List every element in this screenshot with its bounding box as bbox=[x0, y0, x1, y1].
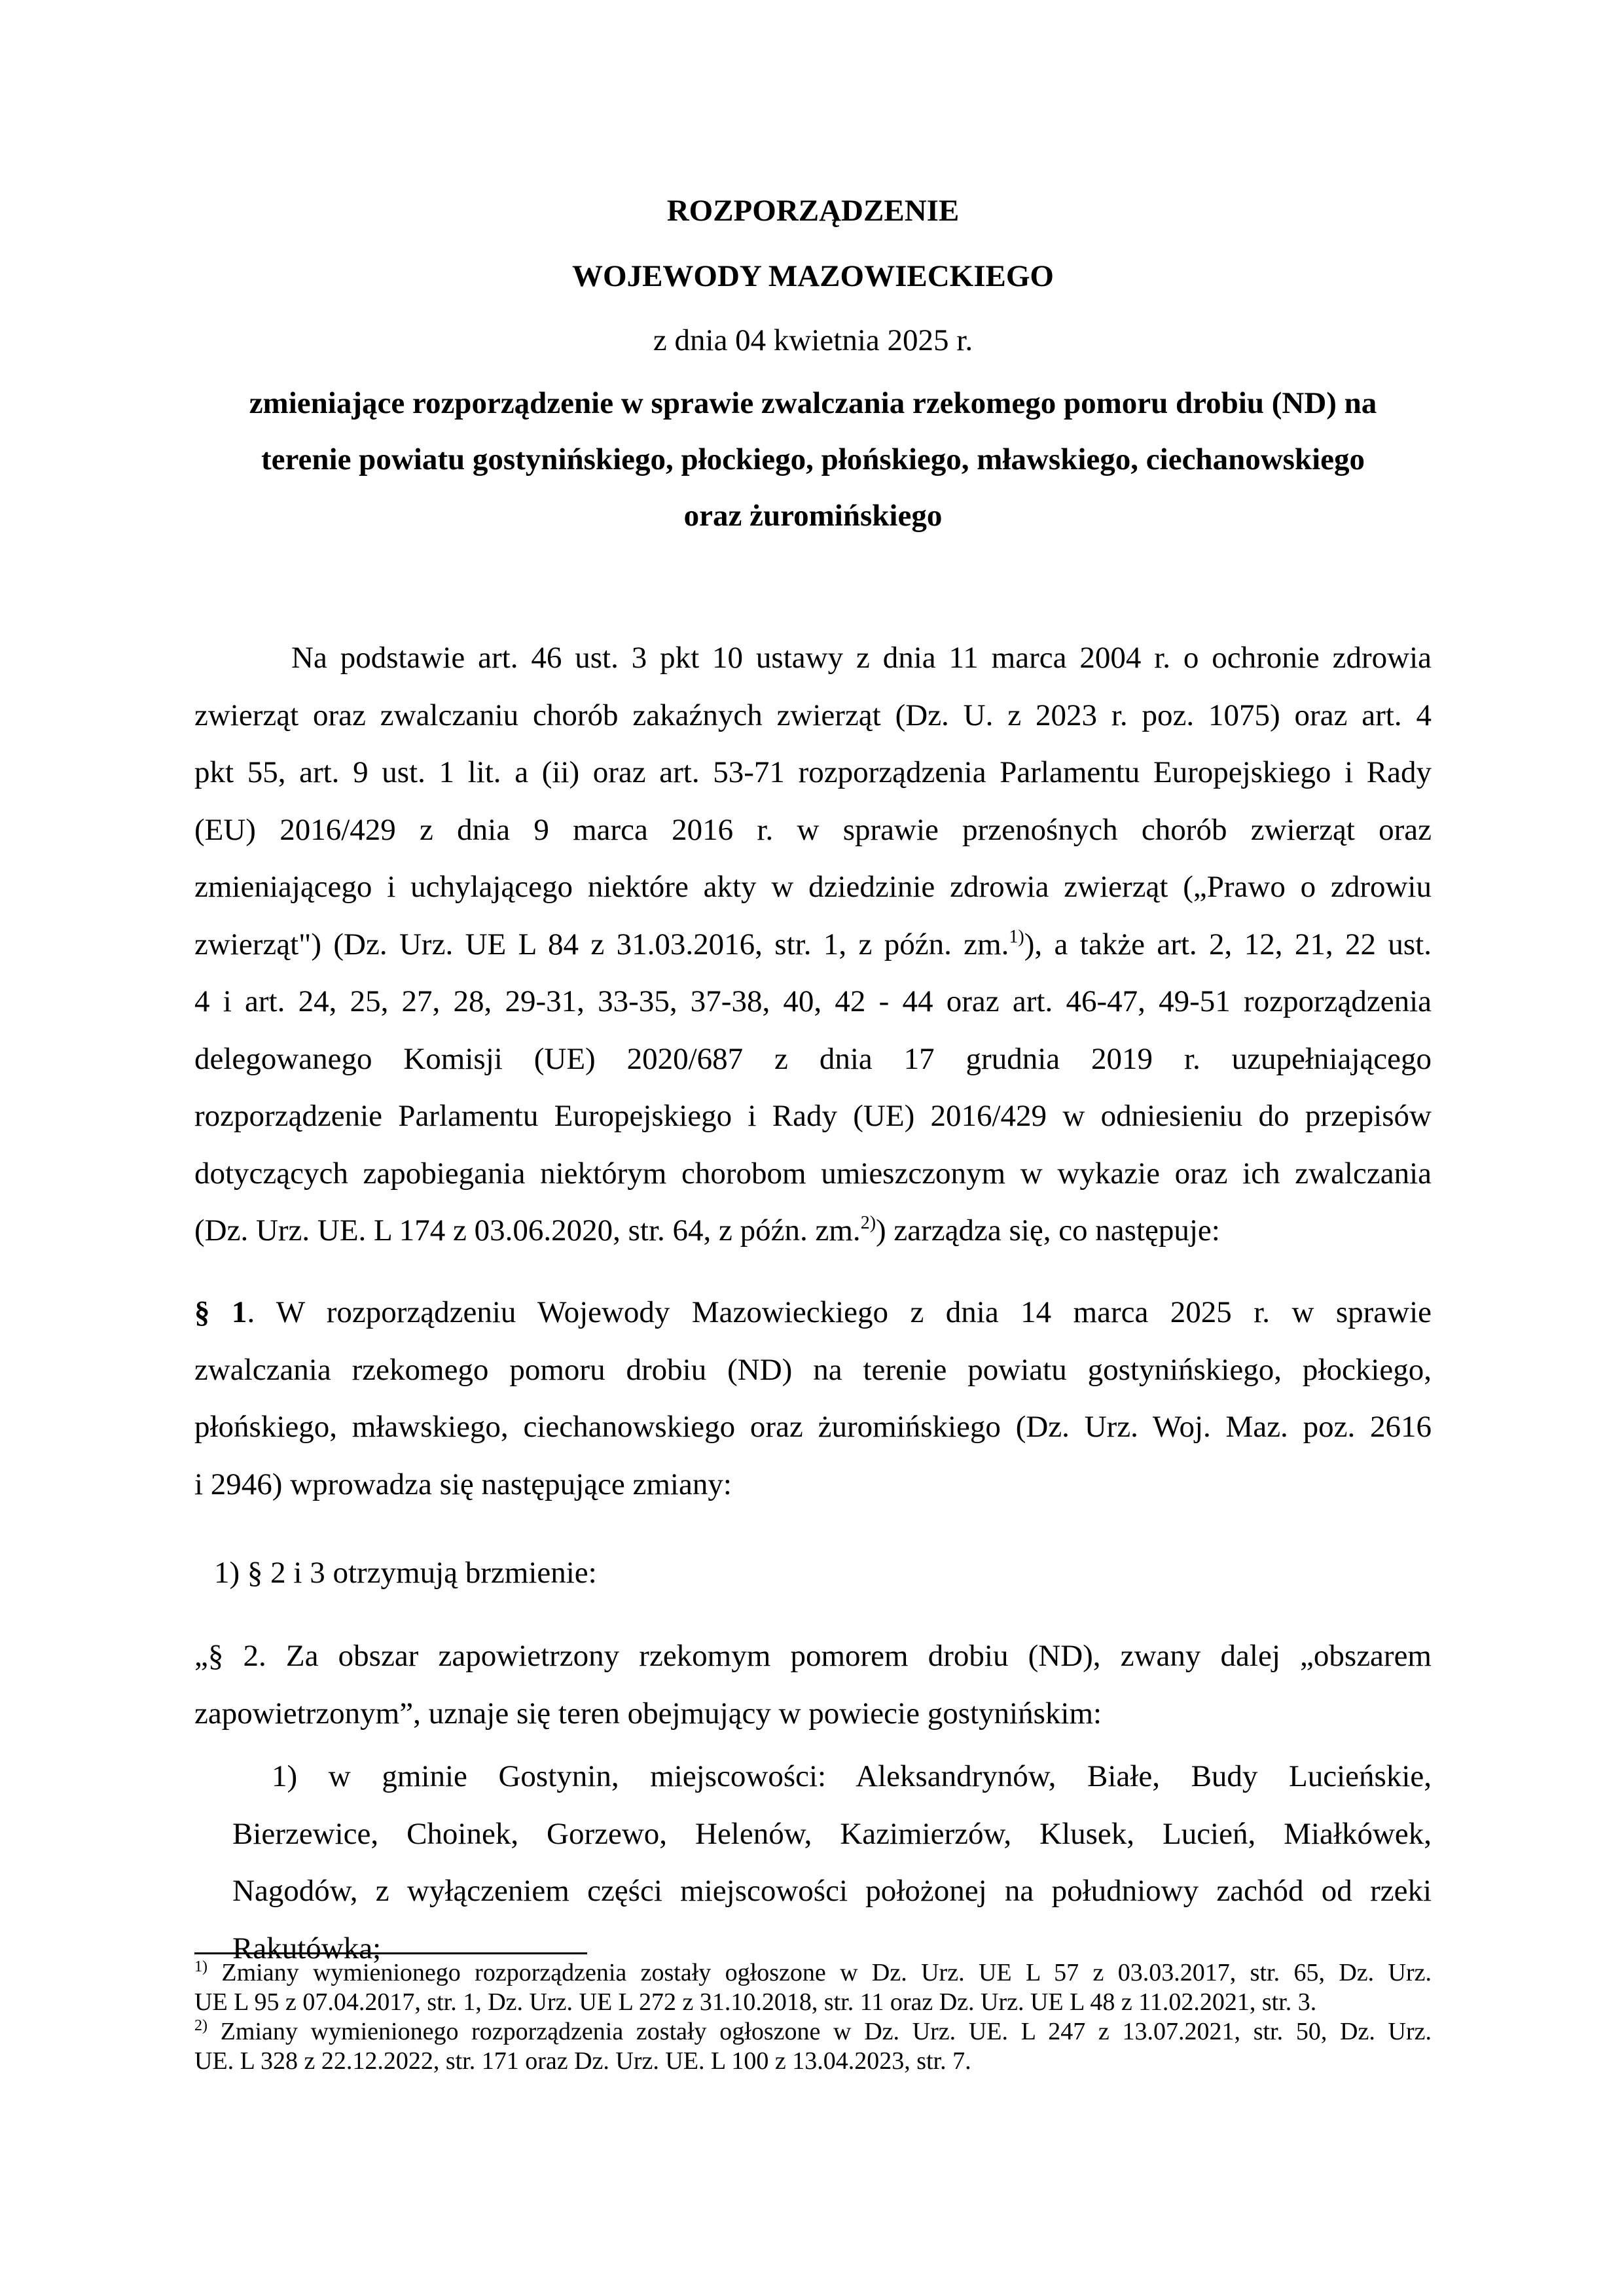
issuer-title: WOJEWODY MAZOWIECKIEGO bbox=[572, 259, 1054, 293]
footnotes bbox=[194, 1958, 1432, 2076]
item-1 bbox=[232, 1748, 1432, 1977]
footnote-ref-1: 1) bbox=[1009, 926, 1024, 947]
preamble-line: (EU) 2016/429 z dnia 9 marca 2016 r. w sprawie przenośnych chorób zwierząt oraz bbox=[194, 812, 1432, 847]
preamble-line: pkt 55, art. 9 ust. 1 lit. a (ii) oraz art. 53-71 rozporządzenia Parlamentu Europejskiego i Rady bbox=[194, 755, 1432, 789]
footnote-ref-2: 2) bbox=[860, 1213, 876, 1233]
preamble-text: zwierząt") (Dz. Urz. UE L 84 z 31.03.2016, str. 1, z późn. zm. bbox=[194, 927, 1009, 961]
preamble-line: 4 i art. 24, 25, 27, 28, 29-31, 33-35, 37-38, 40, 42 - 44 oraz art. 46-47, 49-51 rozporządzenia bbox=[194, 984, 1432, 1018]
footnote-separator bbox=[194, 1952, 587, 1954]
preamble-line bbox=[194, 916, 1432, 974]
preamble-line bbox=[194, 1202, 1432, 1260]
section-2-line: „§ 2. Za obszar zapowietrzony rzekomym pomorem drobiu (ND), zwany dalej „obszarem bbox=[194, 1639, 1432, 1673]
point-1 bbox=[214, 1545, 1451, 1602]
subject-line-2: terenie powiatu gostynińskiego, płockiego, płońskiego, mławskiego, ciechanowskiego bbox=[261, 442, 1365, 476]
preamble bbox=[194, 630, 1432, 1260]
subject-line-1: zmieniające rozporządzenie w sprawie zwalczania rzekomego pomoru drobiu (ND) na bbox=[249, 386, 1377, 420]
footnote-2-marker: 2) bbox=[194, 2017, 208, 2034]
point-1-text: 1) § 2 i 3 otrzymują brzmienie: bbox=[214, 1556, 597, 1590]
footnote-2-line: UE. L 328 z 22.12.2022, str. 171 oraz Dz. Urz. UE. L 100 z 13.04.2023, str. 7. bbox=[194, 2047, 971, 2075]
document-title: ROZPORZĄDZENIE bbox=[666, 194, 960, 228]
subject-line-3: oraz żuromińskiego bbox=[683, 499, 943, 533]
section-1 bbox=[194, 1284, 1432, 1513]
item-1-line: 1) w gminie Gostynin, miejscowości: Aleksandrynów, Białe, Budy Lucieńskie, bbox=[272, 1759, 1432, 1793]
footnote-1-line bbox=[194, 1958, 1432, 1988]
section-1-line bbox=[194, 1284, 1432, 1342]
section-1-line: i 2946) wprowadza się następujące zmiany: bbox=[194, 1467, 732, 1501]
section-1-text: . W rozporządzeniu Wojewody Mazowieckiego z dnia 14 marca 2025 r. w sprawie bbox=[247, 1295, 1432, 1329]
section-2 bbox=[194, 1628, 1432, 1742]
section-mark: § 1 bbox=[194, 1295, 247, 1329]
item-1-line: Nagodów, z wyłączeniem części miejscowości położonej na południowy zachód od rzeki bbox=[232, 1874, 1432, 1908]
section-1-line: zwalczania rzekomego pomoru drobiu (ND) na terenie powiatu gostynińskiego, płockiego, bbox=[194, 1352, 1432, 1387]
preamble-line: Na podstawie art. 46 ust. 3 pkt 10 ustawy z dnia 11 marca 2004 r. o ochronie zdrowia bbox=[291, 641, 1432, 675]
preamble-text: (Dz. Urz. UE. L 174 z 03.06.2020, str. 64, z późn. zm. bbox=[194, 1213, 861, 1247]
footnote-1-line: UE L 95 z 07.04.2017, str. 1, Dz. Urz. UE L 272 z 31.10.2018, str. 11 oraz Dz. Urz. UE L 48 z 11.02.2021, str. 3. bbox=[194, 1988, 1317, 2016]
preamble-text: ), a także art. 2, 12, 21, 22 ust. bbox=[1024, 927, 1432, 961]
preamble-line: dotyczących zapobiegania niektórym chorobom umieszczonym w wykazie oraz ich zwalczania bbox=[194, 1156, 1432, 1191]
preamble-line: delegowanego Komisji (UE) 2020/687 z dnia 17 grudnia 2019 r. uzupełniającego bbox=[194, 1041, 1432, 1076]
item-1-line: Bierzewice, Choinek, Gorzewo, Helenów, Kazimierzów, Klusek, Lucień, Miałkówek, bbox=[232, 1816, 1432, 1851]
preamble-text: ) zarządza się, co następuje: bbox=[876, 1213, 1220, 1247]
footnote-1-marker: 1) bbox=[194, 1958, 208, 1975]
footnote-2-text: Zmiany wymienionego rozporządzenia zostały ogłoszone w Dz. Urz. UE. L 247 z 13.07.2021, str. 50, Dz. Urz. bbox=[208, 2018, 1432, 2045]
footnote-2-line bbox=[194, 2017, 1432, 2047]
item-1-line: Rakutówka; bbox=[232, 1931, 382, 1965]
section-2-line: zapowietrzonym”, uznaje się teren obejmujący w powiecie gostynińskim: bbox=[194, 1696, 1102, 1731]
preamble-line: rozporządzenie Parlamentu Europejskiego i Rady (UE) 2016/429 w odniesieniu do przepisów bbox=[194, 1099, 1432, 1133]
footnote-1-text: Zmiany wymienionego rozporządzenia zostały ogłoszone w Dz. Urz. UE L 57 z 03.03.2017, str. 65, Dz. Urz. bbox=[208, 1959, 1432, 1986]
section-1-line: płońskiego, mławskiego, ciechanowskiego oraz żuromińskiego (Dz. Urz. Woj. Maz. poz. 2616 bbox=[194, 1410, 1432, 1444]
preamble-line: zwierząt oraz zwalczaniu chorób zakaźnych zwierząt (Dz. U. z 2023 r. poz. 1075) oraz art. 4 bbox=[194, 698, 1432, 732]
preamble-line: zmieniającego i uchylającego niektóre akty w dziedzinie zdrowia zwierząt („Prawo o zdrowiu bbox=[194, 870, 1432, 904]
document-date: z dnia 04 kwietnia 2025 r. bbox=[653, 323, 973, 357]
